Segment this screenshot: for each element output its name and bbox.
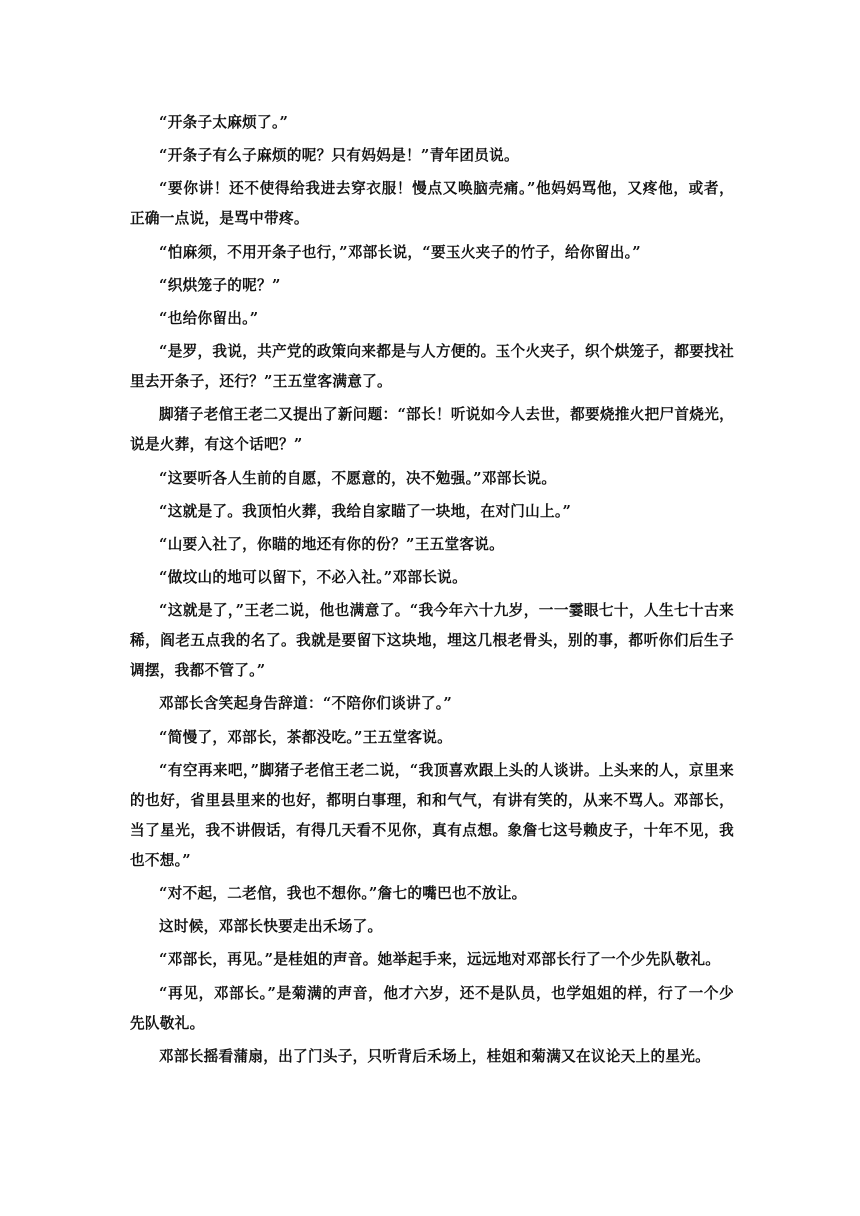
paragraph: “邓部长，再见。”是桂姐的声音。她举起手来，远远地对邓部长行了一个少先队敬礼。 <box>159 951 721 969</box>
paragraph: “开条子太麻烦了。” <box>159 114 289 131</box>
paragraph: “这要听各人生前的自愿，不愿意的，决不勉强。”邓部长说。 <box>159 469 557 487</box>
paragraph: “山要入社了，你瞄的地还有你的份？”王五堂客说。 <box>159 535 505 553</box>
paragraph: “是罗，我说，共产党的政策向来都是与人方便的。玉个火夹子，织个烘笼子，都要找社里去开条子，还行？”王五堂客满意了。 <box>130 343 734 391</box>
paragraph: “有空再来吧，”脚猪子老倌王老二说，“我顶喜欢跟上头的人谈讲。上头来的人，京里来的也好，省里县里来的也好，都明白事理，和和气气，有讲有笑的，从来不骂人。邓部长，当了星光，我不讲假话，有得几天看不见你，真有点想。象詹七这号赖皮子，十年不见，我也不想。” <box>130 761 734 869</box>
paragraph: “要你讲！还不使得给我进去穿衣服！慢点又唤脑壳痛。”他妈妈骂他，又疼他，或者，正确一点说，是骂中带疼。 <box>130 180 734 228</box>
paragraph: “开条子有么子麻烦的呢？只有妈妈是！”青年团员说。 <box>159 147 519 165</box>
document-body <box>130 108 734 1075</box>
paragraph: “织烘笼子的呢？” <box>159 276 281 294</box>
paragraph: “简慢了，邓部长，茶都没吃。”王五堂客说。 <box>159 728 453 746</box>
paragraph: “对不起，二老倌，我也不想你。”詹七的嘴巴也不放让。 <box>159 885 527 902</box>
paragraph: “这就是了。我顶怕火葬，我给自家瞄了一块地，在对门山上。” <box>159 502 572 520</box>
paragraph: “这就是了，”王老二说，他也满意了。“我今年六十九岁，一一霎眼七十，人生七十古来稀，阎老五点我的名了。我就是要留下这块地，埋这几根老骨头，别的事，都听你们后生子调摆，我都不管了。” <box>130 602 734 680</box>
paragraph: “怕麻须，不用开条子也行，”邓部长说，“要玉火夹子的竹子，给你留出。” <box>159 243 641 261</box>
paragraph: 脚猪子老倌王老二又提出了新问题：“部长！听说如今人去世，都要烧推火把尸首烧光，说是火葬，有这个话吧？” <box>130 406 734 454</box>
paragraph: “再见，邓部长。”是菊满的声音，他才六岁，还不是队员，也学姐姐的样，行了一个少先队敬礼。 <box>130 984 734 1032</box>
paragraph: “做坟山的地可以留下，不必入社。”邓部长说。 <box>159 569 467 587</box>
paragraph: 邓部长摇看蒲扇，出了门头子，只听背后禾场上，桂姐和菊满又在议论天上的星光。 <box>159 1047 711 1065</box>
paragraph: 这时候，邓部长快要走出禾场了。 <box>159 918 383 936</box>
paragraph: “也给你留出。” <box>159 309 259 327</box>
paragraph: 邓部长含笑起身告辞道：“不陪你们谈讲了。” <box>159 695 453 713</box>
